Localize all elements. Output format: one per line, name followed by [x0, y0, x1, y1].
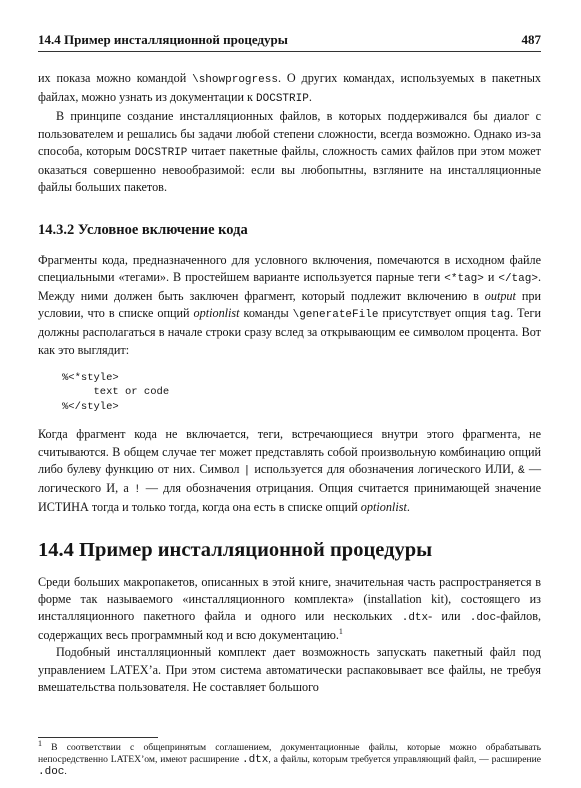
text-run: Фрагменты кода, предназначенного для условного включения, помечаются в исходном файле специальными «тегами». В простейшем варианте используется парные теги: [38, 252, 541, 284]
text-run: , а файлы, которым требуется управляющий файл, — расширение: [268, 754, 541, 766]
text-run: .: [64, 766, 67, 778]
text-run: - или: [428, 608, 470, 623]
footnote: [38, 738, 542, 779]
inline-code: .doc: [38, 766, 65, 779]
text-run: — логического И, а: [38, 461, 542, 495]
text-run: при условии, что в списке опций: [38, 289, 541, 321]
text-run: их показа можно командой: [38, 71, 193, 85]
text-run: .: [308, 90, 312, 105]
text-run: команды: [239, 306, 293, 321]
text-run: -файлов, содержащих весь программный код и всю документацию.: [38, 608, 542, 643]
inline-code: \showprogress: [192, 74, 278, 86]
code-line: text or code: [62, 386, 170, 399]
text-run: Среди больших макропакетов, описанных в этой книге, значительная часть распространяется в форме так называемого «инсталляционного комплекта» (installation kit), состоящего из инсталляционного пакетного файла и одного или нескольких: [38, 574, 541, 623]
inline-code: .dtx: [241, 754, 269, 767]
text-run: . О других командах, используемых в пакетных файлах, можно узнать из документации к: [38, 71, 541, 105]
code-line: %</style>: [62, 400, 119, 413]
inline-code: DOCSTRIP: [256, 93, 309, 106]
text-run: присутствует опция: [378, 306, 491, 321]
text-run: . Теги должны располагаться в начале строки сразу вслед за открывающим ее символом процента. Вот как это выглядит:: [38, 306, 541, 357]
text-run: Когда фрагмент кода не включается, теги, встречающиеся внутри этого фрагмента, не считываются. В общем случае тег может представлять собой произвольную комбинацию опций либо булеву функцию от них. Символ: [38, 427, 541, 476]
footnote-divider: [38, 737, 158, 738]
footnote-number: 1: [38, 738, 42, 748]
text-run: читает пакетные файлы, сложность самих файлов при этом может оказаться совершенно невообразимой: если вы любопытны, взгляните на инсталляционные файлы больших пакетов.: [38, 143, 541, 195]
italic-term: optionlist: [193, 306, 240, 321]
paragraph: [38, 574, 541, 645]
paragraph: [38, 252, 541, 359]
italic-term: output: [484, 289, 516, 304]
section-heading: 14.4 Пример инсталляционной процедуры: [38, 539, 433, 562]
inline-code: </tag>: [498, 272, 538, 285]
text-run: и: [483, 269, 499, 284]
footnote-marker[interactable]: 1: [338, 627, 343, 637]
paragraph: [38, 644, 541, 696]
text-run: Подобный инсталляционный комплект дает возможность запускать пакетный файл под управлением LATEX’а. При этом система автоматически распаковывает все файлы, не требуя вмешательства пользователя. Не составляет большого: [38, 645, 541, 694]
running-header-title: 14.4 Пример инсталляционной процедуры: [38, 32, 288, 47]
inline-code: \generateFile: [292, 309, 379, 322]
page-number: 487: [521, 32, 541, 47]
page-body: [38, 70, 541, 696]
code-line: %<*style>: [62, 371, 119, 384]
text-run: В принципе создание инсталляционных файлов, в которых поддерживался бы диалог с пользователем и решались бы задачи любой степени сложности, всегда возможно. Однако из-за способа, которым: [38, 109, 541, 158]
subsection-heading: 14.3.2 Условное включение кода: [38, 222, 248, 239]
paragraph: [38, 426, 541, 516]
inline-code: &: [518, 464, 525, 477]
code-block: [62, 371, 541, 415]
paragraph: [38, 108, 541, 196]
running-header: [38, 32, 541, 52]
inline-code: .doc: [469, 611, 497, 624]
text-run: . Между ними должен быть заключен фрагмент, который подлежит включению в: [38, 269, 541, 304]
text-run: В соответствии с общепринятым соглашением, документационные файлы, которые можно обрабатывать непосредственно LATEX’ом, имеют расширение: [38, 742, 542, 766]
inline-code: <*tag>: [444, 272, 484, 285]
text-run: используется для обозначения логического ИЛИ,: [250, 461, 519, 476]
inline-code: .dtx: [401, 611, 429, 624]
text-run: — для обозначения отрицания. Опция считается принимающей значение ИСТИНА тогда и только тогда, когда она есть в списке опций: [38, 480, 542, 515]
italic-term: optionlist: [360, 500, 407, 515]
text-run: .: [406, 500, 410, 515]
inline-code: tag: [490, 309, 511, 322]
inline-code: !: [133, 483, 141, 496]
paragraph: [38, 70, 541, 108]
inline-code: |: [243, 464, 251, 477]
inline-code: DOCSTRIP: [134, 146, 188, 159]
